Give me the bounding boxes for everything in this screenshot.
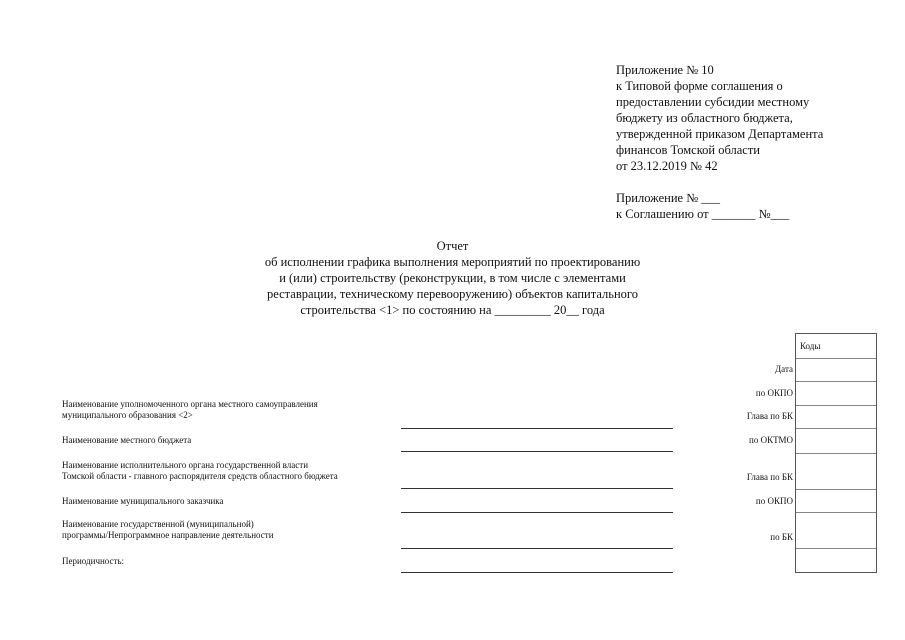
- field-program-label: [62, 519, 274, 541]
- code-label-date: Дата: [775, 364, 793, 374]
- field-label-line: Наименование государственной (муниципальной): [62, 519, 254, 529]
- appendix-line: от 23.12.2019 № 42: [616, 159, 718, 173]
- field-label-line: программы/Непрограммное направление деятельности: [62, 530, 274, 540]
- field-label-line: Наименование муниципального заказчика: [62, 496, 224, 506]
- field-municipal-customer-line[interactable]: [401, 512, 673, 513]
- field-label-line: Наименование местного бюджета: [62, 435, 192, 445]
- field-label-line: Периодичность:: [62, 556, 125, 566]
- field-label-line: Наименование уполномоченного органа местного самоуправления: [62, 399, 318, 409]
- code-cell-chapter-bk-2[interactable]: [796, 453, 876, 489]
- code-cell-bk[interactable]: [796, 512, 876, 548]
- code-cell-okpo-2[interactable]: [796, 489, 876, 512]
- field-local-budget-line[interactable]: [401, 451, 673, 452]
- report-title: [200, 238, 705, 318]
- appendix-line: предоставлении субсидии местному: [616, 95, 810, 109]
- field-local-budget-label: [62, 435, 191, 446]
- codes-table: [795, 333, 877, 573]
- agreement-line: Приложение № ___: [616, 191, 721, 205]
- title-line: реставрации, техническому перевооружению) объектов капитального: [267, 287, 638, 301]
- appendix-line: финансов Томской области: [616, 143, 760, 157]
- field-program-line[interactable]: [401, 548, 673, 549]
- field-periodicity-line[interactable]: [401, 572, 673, 573]
- field-label-line: муниципального образования <2>: [62, 410, 193, 420]
- field-executive-body-label: [62, 460, 338, 482]
- title-line: об исполнении графика выполнения мероприятий по проектированию: [264, 255, 641, 269]
- title-line: строительства <1> по состоянию на _________ 20__ года: [300, 303, 605, 317]
- field-label-line: Томской области - главного распорядителя средств областного бюджета: [62, 471, 338, 481]
- code-cell-periodicity[interactable]: [796, 548, 876, 572]
- code-cell-oktmo[interactable]: [796, 428, 876, 453]
- appendix-line: бюджету из областного бюджета,: [616, 111, 793, 125]
- agreement-reference: [616, 190, 789, 222]
- code-cell-date[interactable]: [796, 358, 876, 381]
- field-executive-body-line[interactable]: [401, 488, 673, 489]
- title-line: Отчет: [436, 239, 469, 253]
- appendix-line: утвержденной приказом Департамента: [616, 127, 824, 141]
- codes-header: Коды: [800, 341, 821, 351]
- code-label-oktmo: по ОКТМО: [749, 435, 793, 445]
- code-label-okpo-2: по ОКПО: [755, 496, 793, 506]
- appendix-header: [616, 62, 823, 174]
- code-label-chapter-bk: Глава по БК: [746, 411, 793, 421]
- code-cell-okpo[interactable]: [796, 381, 876, 405]
- title-line: и (или) строительству (реконструкции, в том числе с элементами: [279, 271, 626, 285]
- appendix-line: Приложение № 10: [616, 63, 714, 77]
- code-label-chapter-bk-2: Глава по БК: [746, 472, 793, 482]
- code-label-okpo: по ОКПО: [755, 388, 793, 398]
- agreement-line: к Соглашению от _______ №___: [616, 207, 790, 221]
- field-label-line: Наименование исполнительного органа государственной власти: [62, 460, 309, 470]
- field-authorized-body-label: [62, 399, 318, 421]
- field-periodicity-label: [62, 556, 124, 567]
- code-cell-chapter-bk[interactable]: [796, 405, 876, 428]
- field-municipal-customer-label: [62, 496, 224, 507]
- field-authorized-body-line[interactable]: [401, 428, 673, 429]
- code-label-bk: по БК: [770, 532, 793, 542]
- appendix-line: к Типовой форме соглашения о: [616, 79, 783, 93]
